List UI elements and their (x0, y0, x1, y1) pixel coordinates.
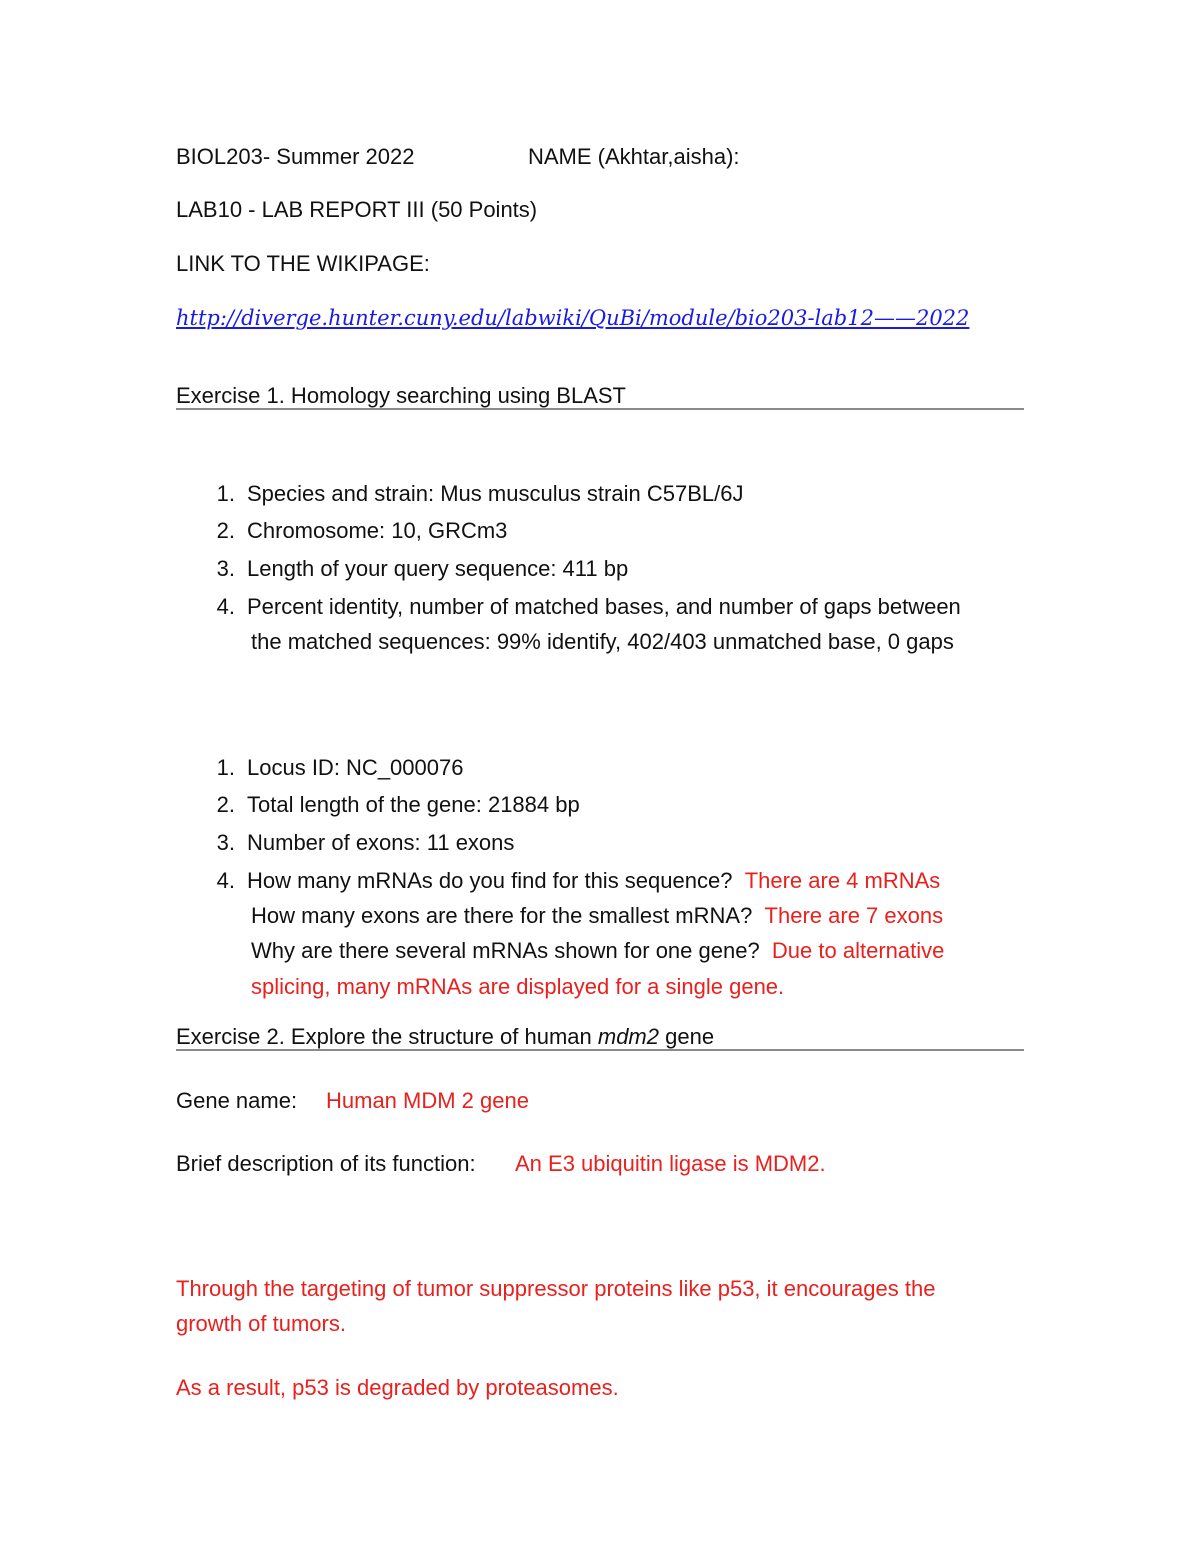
gene-name-value: Human MDM 2 gene (326, 1088, 529, 1113)
list-text: Chromosome: 10, GRCm3 (247, 518, 508, 543)
question-text: How many exons are there for the smallest mRNA? (251, 903, 753, 928)
student-name: NAME (Akhtar,aisha): (528, 144, 740, 169)
paragraph: As a result, p53 is degraded by proteasomes. (176, 1375, 619, 1400)
question-line (247, 870, 940, 892)
list-text: Length of your query sequence: 411 bp (247, 556, 629, 581)
lab-title: LAB10 - LAB REPORT III (50 Points) (176, 197, 538, 222)
list-text: Number of exons: 11 exons (247, 830, 515, 855)
link-label: LINK TO THE WIKIPAGE: (176, 251, 430, 276)
heading-text: gene (659, 1024, 715, 1049)
gene-symbol: mdm2 (597, 1024, 659, 1049)
list-number: 1. (216, 755, 235, 780)
question-text: Why are there several mRNAs shown for one gene? (251, 938, 760, 963)
exercise2-rule (176, 1049, 1024, 1051)
exercise2-heading (176, 1026, 714, 1048)
wiki-link[interactable]: http://diverge.hunter.cuny.edu/labwiki/QuBi/module/bio203-lab12——2022 (176, 306, 970, 330)
question-line (251, 905, 943, 927)
answer-text-continued: splicing, many mRNAs are displayed for a single gene. (251, 974, 785, 999)
answer-text: There are 7 exons (764, 903, 944, 928)
list-number: 4. (216, 868, 235, 893)
function-label: Brief description of its function: (176, 1151, 476, 1176)
function-value: An E3 ubiquitin ligase is MDM2. (515, 1151, 826, 1176)
answer-text: There are 4 mRNAs (744, 868, 941, 893)
question-text: How many mRNAs do you find for this sequence? (247, 868, 733, 893)
list-text-continued: the matched sequences: 99% identify, 402/403 unmatched base, 0 gaps (251, 629, 954, 654)
heading-text: Exercise 2. Explore the structure of human (176, 1024, 598, 1049)
gene-name-label: Gene name: (176, 1088, 298, 1113)
list-number: 4. (216, 594, 235, 619)
list-number: 2. (216, 792, 235, 817)
list-text: Percent identity, number of matched bases, and number of gaps between (247, 594, 961, 619)
paragraph-line: Through the targeting of tumor suppressor proteins like p53, it encourages the (176, 1276, 936, 1301)
list-text: Total length of the gene: 21884 bp (247, 792, 580, 817)
exercise1-heading: Exercise 1. Homology searching using BLAST (176, 383, 626, 408)
list-number: 3. (216, 830, 235, 855)
list-number: 2. (216, 518, 235, 543)
list-number: 1. (216, 481, 235, 506)
question-line (251, 940, 944, 962)
paragraph-line: growth of tumors. (176, 1311, 346, 1336)
list-text: Locus ID: NC_000076 (247, 755, 464, 780)
answer-text: Due to alternative (771, 938, 945, 963)
course-title: BIOL203- Summer 2022 (176, 144, 415, 169)
list-number: 3. (216, 556, 235, 581)
exercise1-rule (176, 408, 1024, 410)
list-text: Species and strain: Mus musculus strain C57BL/6J (247, 481, 744, 506)
